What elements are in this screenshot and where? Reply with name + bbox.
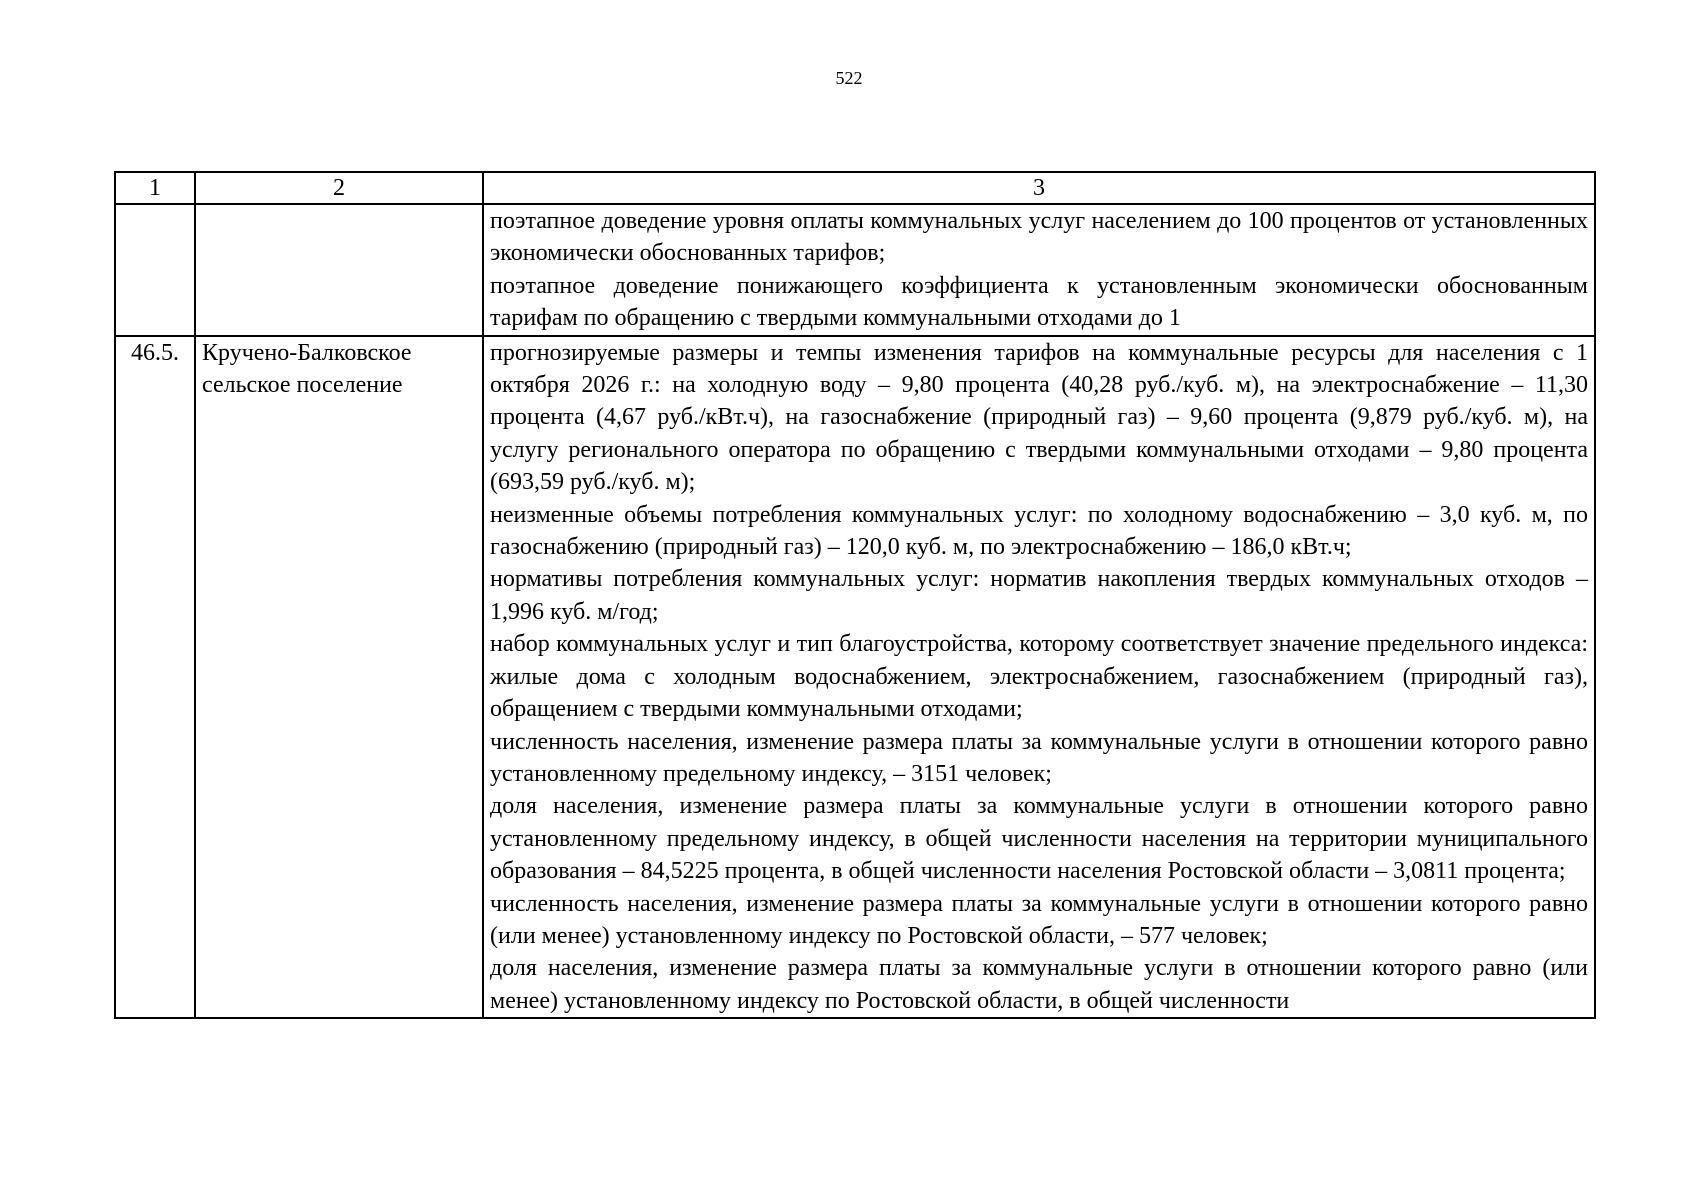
description-paragraph: поэтапное доведение уровня оплаты коммунальных услуг населением до 100 процентов от установленных экономически обоснованных тарифов;: [490, 208, 1588, 267]
description-paragraph: доля населения, изменение размера платы за коммунальные услуги в отношении которого равно (или менее) установленному индексу по Ростовской области, в общей численности: [490, 955, 1588, 1014]
column-header-settlement: 2: [195, 172, 483, 204]
table-row: [115, 336, 1595, 1019]
description-paragraph: численность населения, изменение размера платы за коммунальные услуги в отношении которого равно (или менее) установленному индексу по Ростовской области, – 577 человек;: [490, 890, 1588, 949]
description-paragraph: доля населения, изменение размера платы за коммунальные услуги в отношении которого равно установленному предельному индексу, в общей численности населения на территории муниципального образования – 84,5225 процента, в общей численности населения Ростовской области – 3,0811 процента;: [490, 793, 1588, 885]
settlement-name-cell: Кручено-Балковское сельское поселение: [195, 336, 483, 1019]
row-number-cell: [115, 204, 195, 336]
description-paragraph: неизменные объемы потребления коммунальных услуг: по холодному водоснабжению – 3,0 куб. м, по газоснабжению (природный газ) – 120,0 куб. м, по электроснабжению – 186,0 кВт.ч;: [490, 501, 1588, 561]
column-header-number: 1: [115, 172, 195, 204]
description-cell: [483, 204, 1595, 336]
description-paragraph: прогнозируемые размеры и темпы изменения тарифов на коммунальные ресурсы для населения с 1 октября 2026 г.: на холодную воду – 9,80 процента (40,28 руб./куб. м), на электроснабжение – 11,30 процента (4,67 руб./кВт.ч), на газоснабжение (природный газ) – 9,60 процента (9,879 руб./куб. м), на услугу регионального оператора по обращению с твердыми коммунальными отходами – 9,80 процента (693,59 руб./куб. м);: [490, 339, 1588, 496]
description-paragraph: набор коммунальных услуг и тип благоустройства, которому соответствует значение предельного индекса: жилые дома с холодным водоснабжением, электроснабжением, газоснабжением (природный газ), обращением с твердыми коммунальными отходами;: [490, 631, 1588, 723]
settlement-name-cell: [195, 204, 483, 336]
data-table: [114, 171, 1596, 1019]
description-paragraph: нормативы потребления коммунальных услуг: норматив накопления твердых коммунальных отходов – 1,996 куб. м/год;: [490, 566, 1588, 625]
table-row: [115, 204, 1595, 336]
row-number-cell: 46.5.: [115, 336, 195, 1019]
description-paragraph: численность населения, изменение размера платы за коммунальные услуги в отношении которого равно установленному предельному индексу, – 3151 человек;: [490, 728, 1588, 787]
description-paragraph: поэтапное доведение понижающего коэффициента к установленным экономически обоснованным тарифам по обращению с твердыми коммунальными отходами до 1: [490, 272, 1588, 332]
description-cell: [483, 336, 1595, 1019]
page-number: 522: [835, 68, 863, 88]
table-header-row: [115, 172, 1595, 204]
column-header-description: 3: [483, 172, 1595, 204]
